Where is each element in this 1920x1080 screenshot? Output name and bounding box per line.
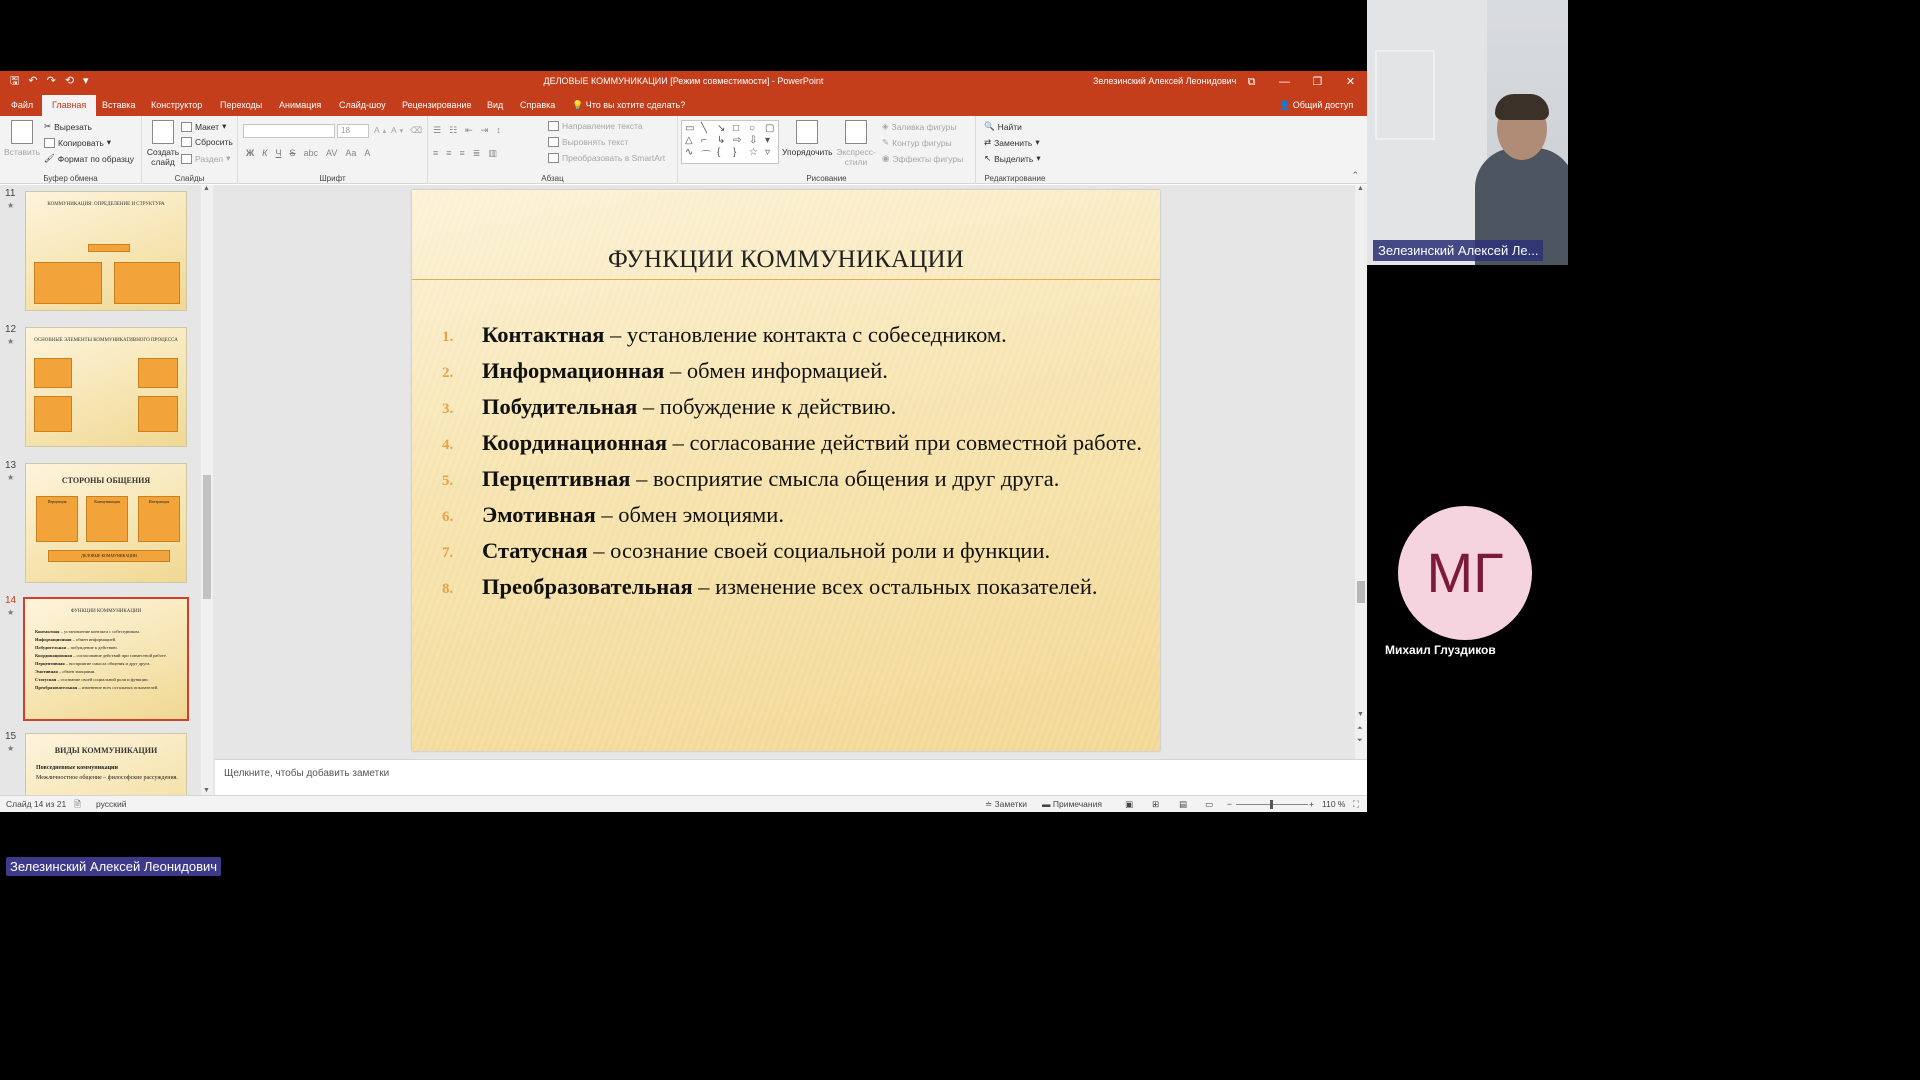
group-slides (142, 116, 238, 184)
layout-icon (181, 122, 192, 132)
thumb-description: – обмен эмоциями. (57, 669, 96, 674)
star-shape-icon[interactable]: ☆ (749, 147, 758, 158)
thumb-title: КОММУНИКАЦИЯ: ОПРЕДЕЛЕНИЕ И СТРУКТУРА (47, 202, 165, 207)
next-slide-icon[interactable]: ⏷ (1357, 737, 1363, 744)
function-description: – согласование действий при совместной работе. (667, 430, 1142, 455)
animation-star-icon: ★ (7, 337, 15, 346)
find-button[interactable] (984, 121, 1022, 132)
list-number: 8. (442, 581, 454, 597)
function-item[interactable] (442, 356, 1142, 386)
char-spacing-button[interactable]: AV (325, 148, 338, 158)
scroll-down-icon[interactable]: ▼ (1357, 711, 1364, 718)
quick-styles-icon (845, 120, 867, 144)
shape-effects-label: Эффекты фигуры (892, 153, 964, 164)
thumb-description: – изменение всех остальных показателей. (77, 685, 159, 690)
fit-to-window-icon[interactable]: ⛶ (1353, 799, 1359, 809)
group-label-slides: Слайды (174, 174, 205, 183)
arrange-icon (796, 120, 818, 144)
tab-file[interactable]: Файл (11, 100, 34, 110)
tell-me-search[interactable] (572, 100, 685, 111)
lightbulb-icon: 💡 (572, 100, 584, 110)
effects-icon: ◉ (882, 153, 890, 163)
connector-shape-icon[interactable]: ↳ (717, 135, 726, 146)
slide-title[interactable]: ФУНКЦИИ КОММУНИКАЦИИ (608, 246, 964, 273)
reset-label: Сбросить (195, 137, 233, 147)
presenter-camera-name: Зелезинский Алексей Ле... (1373, 240, 1543, 261)
copy-icon (44, 138, 55, 148)
arrange-label: Упорядочить (782, 147, 833, 157)
format-painter-label: Формат по образцу (57, 153, 135, 164)
group-label-clipboard: Буфер обмена (43, 174, 98, 183)
slide-thumbnail-15[interactable] (25, 733, 187, 799)
chevron-down-icon: ▾ (226, 153, 231, 163)
smartart-button[interactable] (548, 153, 665, 163)
chevron-down-icon: ▾ (222, 121, 227, 131)
thumb-line: Межличностное общение – философские рассуждения. (36, 775, 178, 781)
share-label: Общий доступ (1292, 100, 1354, 110)
align-text-label: Выровнять текст (562, 137, 629, 147)
line-spacing-icon[interactable]: ↕ (496, 125, 501, 135)
thumb-number: 12 (5, 324, 17, 335)
columns-icon[interactable]: ▥ (488, 148, 497, 158)
pencil-icon: ✎ (882, 137, 890, 147)
participant-name: Михаил Глуздиков (1385, 643, 1496, 657)
function-description: – обмен информацией. (664, 358, 888, 383)
thumb-box: Интеракция (138, 496, 180, 542)
increase-indent-icon[interactable]: ⇥ (480, 125, 489, 135)
list-number: 4. (442, 437, 454, 453)
paste-label: Вставить (4, 147, 41, 157)
cut-button[interactable] (44, 121, 92, 132)
replace-icon: ⇄ (984, 137, 992, 147)
function-item[interactable] (442, 320, 1142, 350)
normal-view-icon[interactable]: ▣ (1125, 799, 1134, 809)
new-slide-label: Создать слайд (146, 147, 180, 167)
scrollbar-thumb[interactable] (203, 475, 211, 599)
thumb-description: – восприятие смысла общения и друг друга. (64, 661, 151, 666)
group-clipboard (0, 116, 142, 184)
ribbon-tabs (0, 93, 1367, 116)
shape-effects-button[interactable] (882, 153, 963, 164)
function-item[interactable] (442, 464, 1142, 494)
group-paragraph (428, 116, 678, 184)
minimize-button[interactable]: — (1279, 76, 1290, 88)
quick-styles-button[interactable] (836, 120, 876, 167)
quick-styles-label: Экспресс-стили (836, 147, 876, 167)
function-item[interactable] (442, 536, 1142, 566)
find-label: Найти (997, 121, 1022, 132)
save-icon[interactable]: 🖫 (10, 75, 20, 87)
function-item[interactable] (442, 500, 1142, 530)
thumb-line (35, 677, 181, 682)
notes-icon: ≐ (985, 799, 993, 809)
function-term: Эмотивная (482, 502, 596, 527)
notes-placeholder[interactable]: Щелкните, чтобы добавить заметки (224, 768, 390, 779)
function-term: Статусная (482, 538, 588, 563)
thumb-line (35, 629, 181, 634)
thumb-number: 14 (5, 595, 17, 606)
list-buttons-row (433, 125, 501, 136)
paint-bucket-icon: ◈ (882, 121, 889, 131)
function-description: – восприятие смысла общения и друг друга. (630, 466, 1060, 491)
textbox-shape-icon[interactable]: ▭ (685, 123, 695, 134)
numbering-icon[interactable]: ☷ (449, 125, 458, 135)
thumb-term: Перцептивная (35, 661, 65, 666)
replace-button[interactable] (984, 137, 1040, 148)
shrink-font-button[interactable]: A ▾ (391, 125, 404, 135)
slideshow-icon[interactable]: ▭ (1205, 799, 1214, 809)
justify-icon[interactable]: ≣ (472, 148, 481, 158)
shape-fill-label: Заливка фигуры (891, 121, 957, 132)
presenter-hair (1495, 94, 1549, 120)
scrollbar-thumb[interactable] (1357, 581, 1365, 603)
shape-outline-label: Контур фигуры (892, 137, 952, 148)
thumb-description: – установление контакта с собеседником. (59, 629, 140, 634)
scroll-up-icon[interactable]: ▲ (1357, 185, 1364, 192)
text-direction-icon (548, 121, 559, 131)
more-shapes-icon[interactable]: ▾ (765, 135, 771, 146)
thumb-description: – обмен информацией. (71, 637, 117, 642)
thumb-line (35, 685, 181, 690)
function-description: – побуждение к действию. (637, 394, 897, 419)
status-bar (0, 795, 1367, 812)
align-left-icon[interactable]: ≡ (433, 148, 439, 158)
expand-gallery-icon[interactable]: ▿ (765, 147, 771, 158)
section-button[interactable] (181, 153, 230, 164)
rectangle-shape-icon[interactable]: □ (733, 123, 740, 134)
thumb-box (88, 244, 130, 252)
close-button[interactable]: ✕ (1345, 76, 1356, 88)
font-size-input[interactable]: 18 (337, 124, 369, 138)
language-indicator[interactable]: русский (96, 799, 127, 809)
function-term: Перцептивная (482, 466, 631, 491)
align-text-button[interactable] (548, 137, 628, 147)
right-arrow-shape-icon[interactable]: ⇨ (733, 135, 742, 146)
section-icon (181, 154, 192, 164)
font-color-button[interactable]: A (364, 148, 371, 158)
clear-formatting-icon[interactable]: ⌫ (410, 125, 423, 135)
rounded-rect-shape-icon[interactable]: ▢ (765, 123, 775, 134)
search-icon: 🔍 (984, 121, 995, 131)
scissors-icon: ✂ (44, 121, 52, 131)
chevron-down-icon: ▾ (1035, 137, 1040, 147)
thumb-description: – побуждение к действию. (66, 645, 118, 650)
functions-list[interactable] (442, 320, 1142, 608)
function-description: – установление контакта с собеседником. (604, 322, 1007, 347)
thumbnail-scrollbar[interactable] (201, 185, 213, 799)
arrange-button[interactable] (782, 120, 833, 157)
notes-toggle[interactable] (985, 799, 1027, 810)
animation-star-icon: ★ (7, 473, 15, 482)
zoom-out-icon[interactable]: − (1227, 799, 1232, 809)
slide-counter: Слайд 14 из 21 (6, 799, 67, 809)
thumb-box (138, 396, 178, 432)
layout-label: Макет (195, 121, 220, 132)
tab-slideshow[interactable]: Слайд-шоу (339, 100, 386, 110)
function-term: Побудительная (482, 394, 638, 419)
elbow-shape-icon[interactable]: ⌐ (701, 135, 707, 146)
bullets-icon[interactable]: ☰ (433, 125, 442, 135)
thumb-line (35, 661, 181, 666)
list-number: 7. (442, 545, 454, 561)
thumb-box: ДЕЛОВЫЕ КОММУНИКАЦИИ (48, 550, 170, 562)
slide-thumbnail-12[interactable] (25, 327, 187, 447)
function-term: Координационная (482, 430, 667, 455)
underline-button[interactable]: Ч (275, 148, 282, 158)
thumb-number: 15 (5, 731, 17, 742)
tab-view[interactable]: Вид (487, 100, 504, 110)
thumb-description: – осознание своей социальной роли и функции. (56, 677, 149, 682)
change-case-button[interactable]: Aa (345, 148, 357, 158)
camera-background-frame (1375, 50, 1435, 140)
thumb-number: 13 (5, 460, 17, 471)
thumb-title: ФУНКЦИИ КОММУНИКАЦИИ (70, 609, 142, 614)
group-label-editing: Редактирование (984, 174, 1046, 183)
group-font (238, 116, 428, 184)
customize-qat-icon[interactable]: ▾ (83, 75, 89, 87)
animation-star-icon: ★ (7, 608, 15, 617)
group-label-font: Шрифт (319, 174, 346, 183)
tab-transitions[interactable]: Переходы (220, 100, 263, 110)
slide-sorter-icon[interactable]: ⊞ (1152, 799, 1160, 809)
window-title: ДЕЛОВЫЕ КОММУНИКАЦИИ [Режим совместимости] - PowerPoint (543, 76, 824, 86)
thumb-box (34, 396, 72, 432)
thumb-line (35, 653, 181, 658)
list-number: 1. (442, 329, 454, 345)
thumb-box (34, 262, 102, 304)
select-label: Выделить (994, 153, 1034, 164)
cut-label: Вырезать (54, 121, 92, 132)
font-name-input[interactable] (243, 124, 335, 138)
editor-scrollbar[interactable] (1355, 185, 1367, 812)
strike-abc-button[interactable]: abc (303, 148, 318, 158)
brace-right-icon[interactable]: } (733, 147, 737, 158)
group-drawing (678, 116, 976, 184)
shapes-gallery[interactable] (681, 120, 779, 164)
window-controls (1235, 71, 1367, 93)
thumb-line (35, 637, 181, 642)
grow-font-button[interactable]: A ▴ (374, 125, 387, 135)
tab-help[interactable]: Справка (520, 100, 556, 110)
notes-toggle-label: Заметки (994, 799, 1028, 809)
tell-me-label: Что вы хотите сделать? (585, 100, 686, 110)
function-description: – обмен эмоциями. (595, 502, 784, 527)
decrease-indent-icon[interactable]: ⇤ (465, 125, 473, 135)
chevron-down-icon: ▾ (106, 137, 112, 147)
format-painter-button[interactable] (44, 153, 134, 164)
clipboard-icon (11, 120, 33, 144)
group-editing (976, 116, 1054, 184)
thumb-title: СТОРОНЫ ОБЩЕНИЯ (61, 476, 151, 485)
scroll-down-icon[interactable]: ▼ (203, 787, 210, 794)
group-label-drawing: Рисование (806, 174, 847, 183)
undo-icon[interactable]: ↶ (28, 75, 38, 87)
zoom-slider[interactable] (1236, 804, 1308, 805)
presenter-camera-tile (1367, 0, 1568, 265)
thumb-title: ВИДЫ КОММУНИКАЦИИ (54, 746, 158, 755)
thumb-box (34, 358, 72, 388)
layout-button[interactable] (181, 121, 226, 132)
oval-shape-icon[interactable]: ○ (749, 123, 756, 134)
align-right-icon[interactable]: ≡ (459, 148, 465, 158)
collapse-ribbon-icon[interactable]: ⌃ (1351, 170, 1359, 180)
replace-label: Заменить (994, 137, 1033, 148)
comment-icon: ▬ (1042, 799, 1051, 809)
title-bar (0, 71, 1367, 93)
function-item[interactable] (442, 428, 1142, 458)
function-term: Информационная (482, 358, 665, 383)
thumb-line (35, 669, 181, 674)
reading-view-icon[interactable]: ▤ (1179, 799, 1188, 809)
thumb-term: Эмотивная (35, 669, 58, 674)
smartart-icon (548, 153, 559, 163)
text-direction-label: Направление текста (562, 121, 643, 131)
comments-toggle-label: Примечания (1052, 799, 1102, 809)
spellcheck-icon[interactable]: 🗎 (74, 799, 81, 809)
thumb-description: – согласование действий при совместной работе. (72, 653, 167, 658)
tab-insert[interactable]: Вставка (102, 100, 136, 110)
person-icon: 👤 (1279, 100, 1291, 110)
copy-label: Копировать (58, 137, 104, 148)
slide-editing-area (215, 185, 1364, 812)
animation-star-icon: ★ (7, 744, 15, 753)
tab-home[interactable]: Главная (42, 95, 96, 116)
line-shape-icon[interactable]: ╲ (701, 123, 708, 134)
align-buttons-row (433, 148, 497, 159)
animation-star-icon: ★ (7, 201, 15, 210)
curve-shape-icon[interactable]: ∿ (685, 147, 694, 158)
ribbon-display-options-icon[interactable]: ⧉ (1247, 76, 1256, 88)
thumb-term: Преобразовательная (35, 685, 78, 690)
brush-icon: 🖌 (44, 153, 55, 163)
font-format-row (246, 148, 370, 158)
new-slide-button[interactable] (146, 120, 180, 167)
bold-button[interactable]: Ж (246, 148, 255, 158)
function-description: – изменение всех остальных показателей. (692, 574, 1098, 599)
strikethrough-button[interactable]: S (289, 148, 296, 158)
slide-thumbnail-11[interactable] (25, 191, 187, 311)
function-term: Преобразовательная (482, 574, 693, 599)
reset-icon (181, 137, 192, 147)
function-item[interactable] (442, 392, 1142, 422)
thumb-number: 11 (5, 188, 16, 199)
comments-toggle[interactable] (1042, 799, 1102, 809)
align-center-icon[interactable]: ≡ (446, 148, 452, 158)
chevron-down-icon: ▾ (1036, 153, 1041, 163)
thumb-term: Информационная (35, 637, 72, 642)
select-button[interactable] (984, 153, 1041, 164)
ribbon (0, 116, 1367, 184)
slide-thumbnail-14[interactable] (23, 597, 189, 721)
powerpoint-window (0, 71, 1367, 812)
previous-slide-icon[interactable]: ⏶ (1357, 725, 1363, 732)
paste-button[interactable] (4, 120, 40, 157)
title-underline (412, 279, 1160, 280)
arc-shape-icon[interactable]: ⌒ (701, 151, 711, 162)
signed-in-user[interactable]: Зелезинский Алексей Леонидович (1093, 76, 1237, 86)
brace-left-icon[interactable]: { (717, 147, 721, 158)
thumb-box: Коммуникация (86, 496, 128, 542)
redo-icon[interactable]: ↷ (46, 75, 56, 87)
presenter-label: Зелезинский Алексей Леонидович (6, 857, 221, 876)
tab-design[interactable]: Конструктор (151, 100, 203, 110)
restore-button[interactable]: ❐ (1312, 76, 1323, 88)
thumb-box (138, 358, 178, 388)
copy-button[interactable] (44, 137, 111, 148)
thumb-term: Побудительная (35, 645, 67, 650)
zoom-slider-knob[interactable] (1270, 800, 1273, 809)
thumb-term: Контактная (35, 629, 60, 634)
function-term: Контактная (482, 322, 605, 347)
list-number: 5. (442, 473, 454, 489)
list-number: 3. (442, 401, 454, 417)
list-number: 2. (442, 365, 454, 381)
thumb-line (35, 645, 181, 650)
section-label: Раздел (195, 153, 224, 164)
reset-button[interactable] (181, 137, 233, 147)
current-slide[interactable] (412, 190, 1160, 751)
scroll-up-icon[interactable]: ▲ (203, 185, 210, 192)
slide-thumbnails-pane (0, 185, 215, 799)
function-item[interactable] (442, 572, 1142, 602)
arrow-shape-icon[interactable]: ↘ (717, 123, 726, 134)
text-direction-button[interactable] (548, 121, 643, 131)
thumb-term: Координационная (35, 653, 72, 658)
function-description: – осознание своей социальной роли и функции. (587, 538, 1051, 563)
thumb-term: Статусная (35, 677, 57, 682)
thumb-title: ОСНОВНЫЕ ЭЛЕМЕНТЫ КОММУНИКАТИВНОГО ПРОЦЕССА (34, 338, 178, 343)
repeat-icon[interactable]: ⟲ (64, 75, 75, 87)
thumb-box: Перцепция (36, 496, 78, 542)
new-slide-icon (152, 120, 174, 144)
tab-review[interactable]: Рецензирование (402, 100, 472, 110)
cursor-icon: ↖ (984, 153, 992, 163)
down-arrow-shape-icon[interactable]: ⇩ (749, 135, 758, 146)
shape-fill-button[interactable] (882, 121, 956, 132)
tab-animations[interactable]: Анимация (279, 100, 322, 110)
share-button[interactable] (1279, 100, 1353, 111)
zoom-in-icon[interactable]: + (1309, 799, 1314, 809)
triangle-shape-icon[interactable]: △ (685, 135, 693, 146)
zoom-level[interactable]: 110 % (1322, 799, 1346, 809)
italic-button[interactable]: К (262, 148, 268, 158)
thumb-box (114, 262, 180, 304)
participant-avatar: МГ (1398, 506, 1532, 640)
smartart-label: Преобразовать в SmartArt (562, 153, 666, 163)
group-label-paragraph: Абзац (541, 174, 564, 183)
slide-thumbnail-13[interactable] (25, 463, 187, 583)
align-text-icon (548, 137, 559, 147)
list-number: 6. (442, 509, 454, 525)
shape-outline-button[interactable] (882, 137, 952, 148)
thumb-line: Повседневные коммуникации (36, 765, 118, 771)
